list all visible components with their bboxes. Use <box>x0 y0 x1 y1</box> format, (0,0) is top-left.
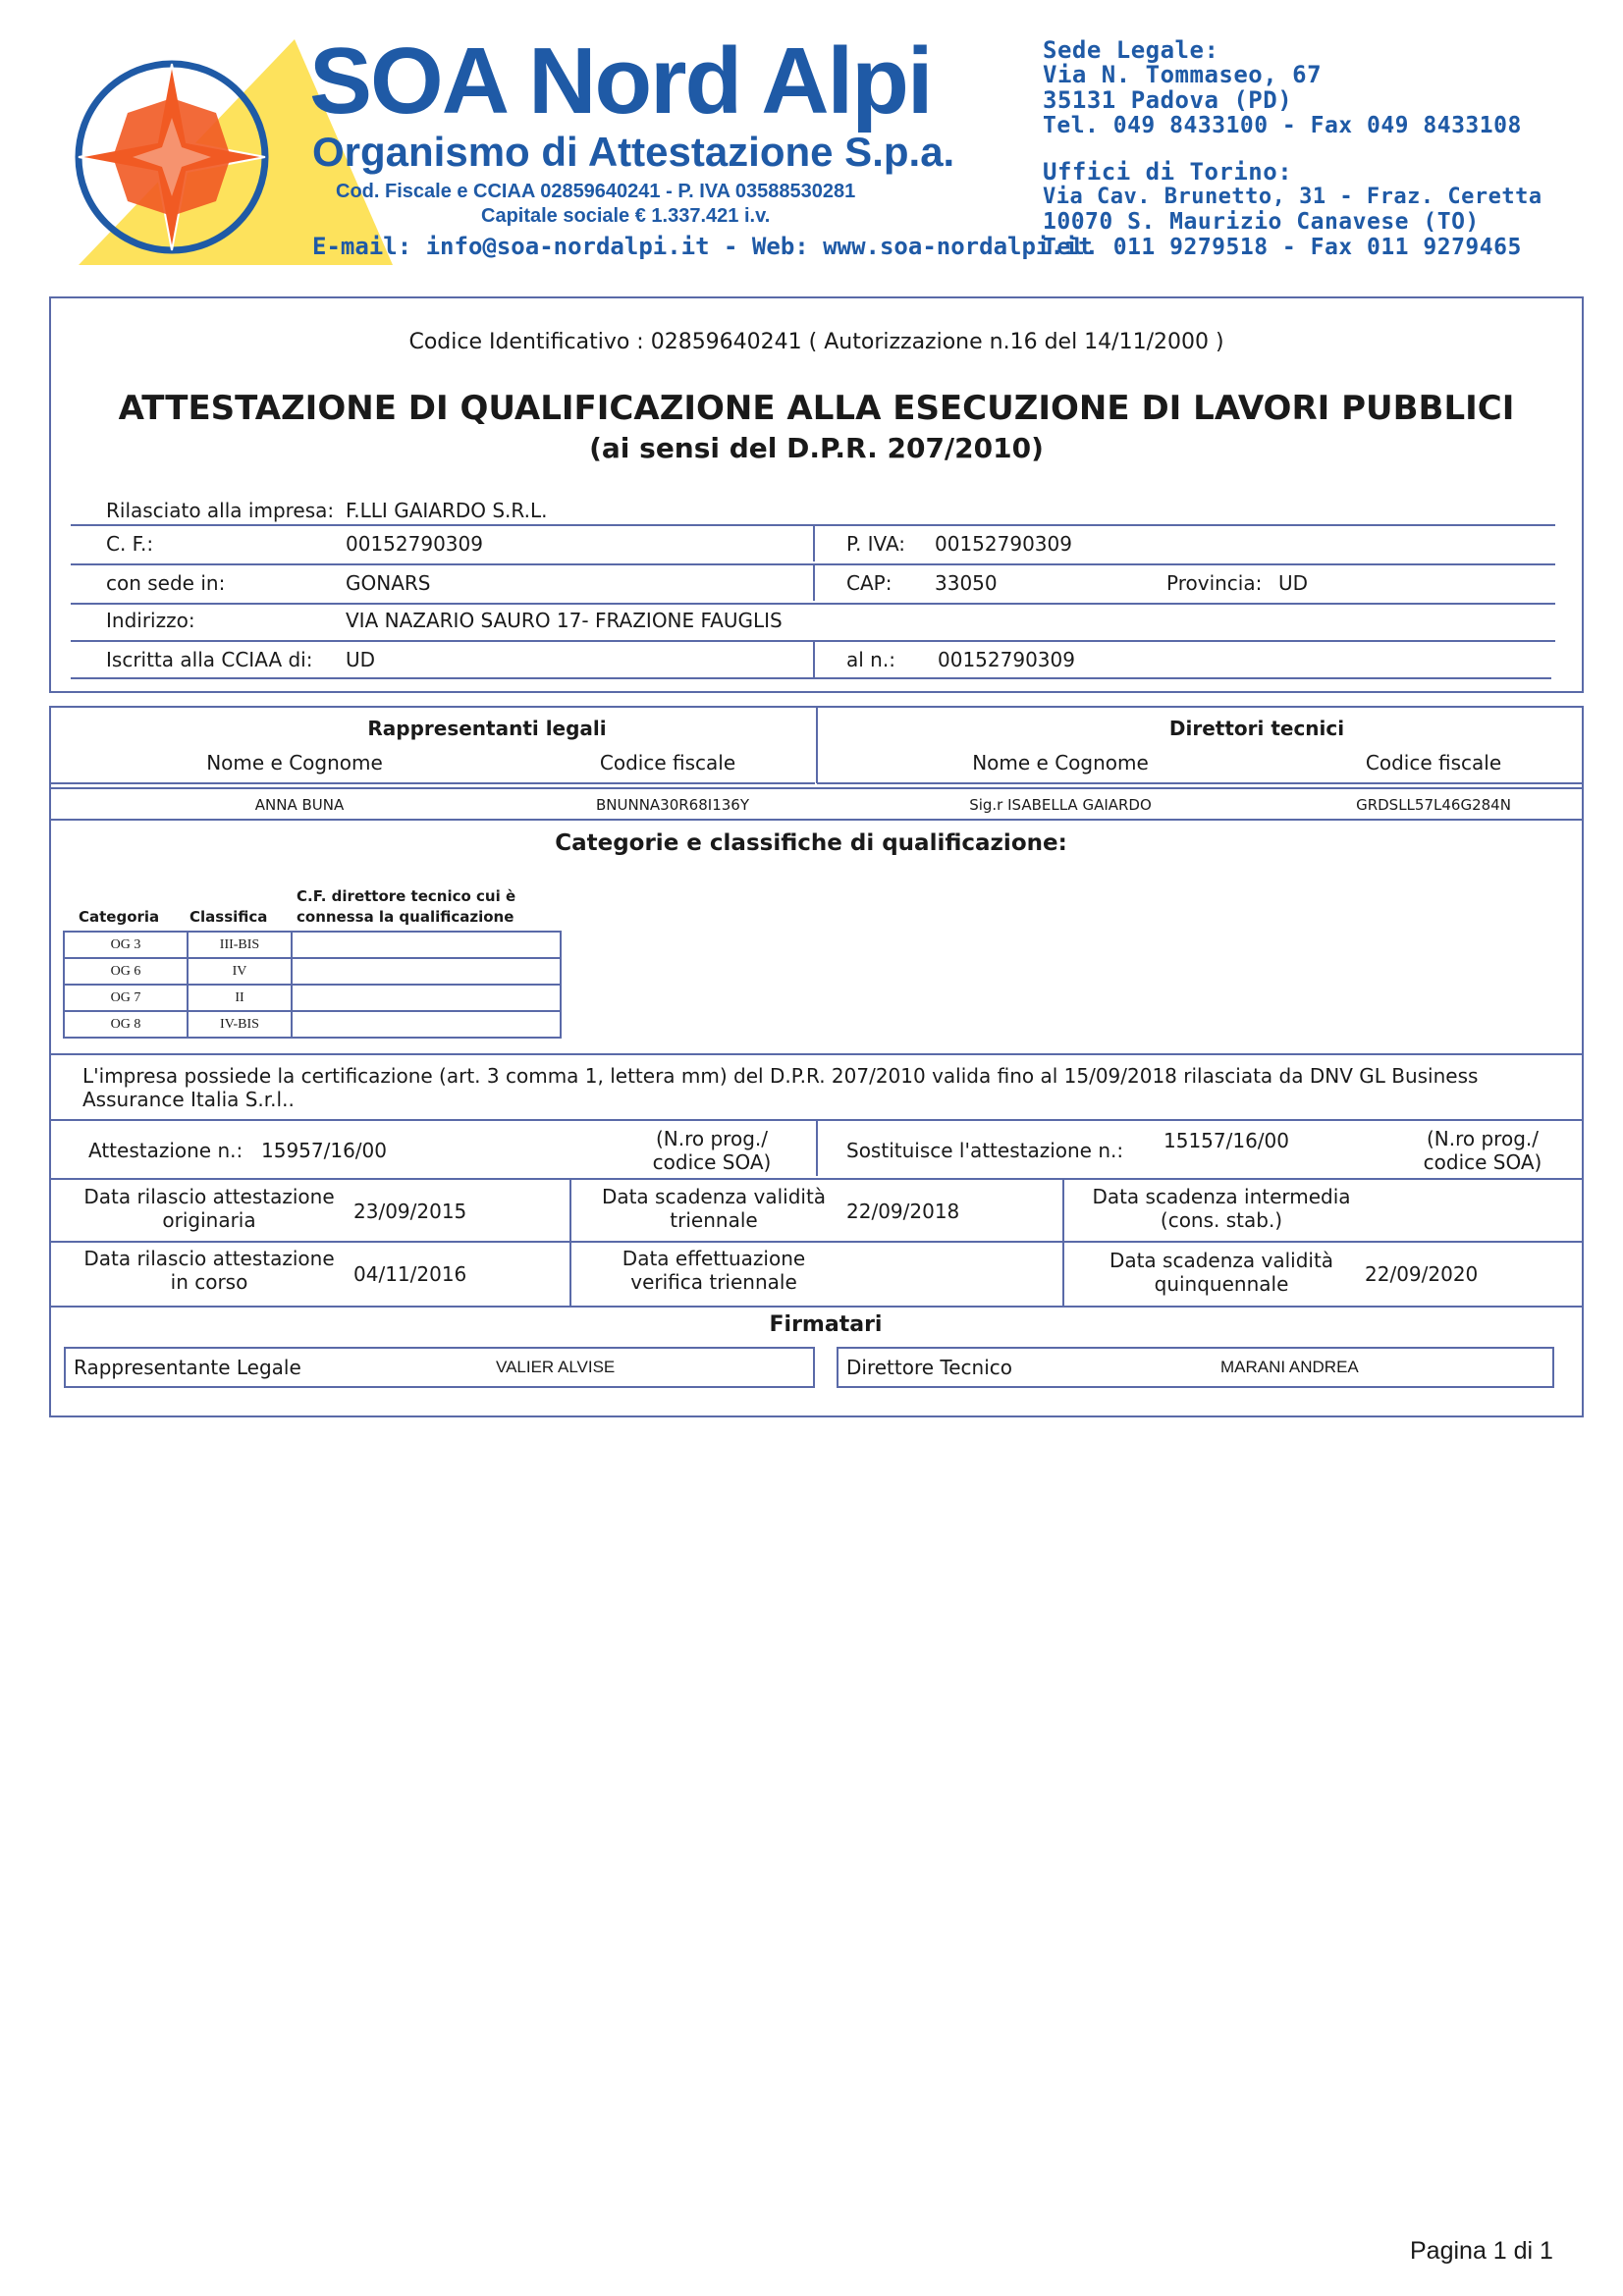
cell-classifica: III-BIS <box>188 932 292 958</box>
cell-cf <box>292 1011 561 1038</box>
sede-label: con sede in: <box>106 571 226 595</box>
provincia-label: Provincia: <box>1166 571 1263 595</box>
ril-orig-label-2: originaria <box>162 1208 256 1232</box>
aln-value: 00152790309 <box>938 648 1075 671</box>
tecnici-title: Direttori tecnici <box>1168 717 1345 740</box>
sede-tel: Tel. 049 8433100 - Fax 049 8433108 <box>1043 113 1522 138</box>
legale-cf: BNUNNA30R68I136Y <box>595 796 749 814</box>
firmatari-title: Firmatari <box>769 1312 883 1337</box>
tecnico-name: Sig.r ISABELLA GAIARDO <box>969 796 1152 814</box>
attestazione-prog-2: codice SOA) <box>652 1150 772 1174</box>
provincia-value: UD <box>1278 571 1309 595</box>
legale-name: ANNA BUNA <box>254 796 345 814</box>
torino-tel: Tel. 011 9279518 - Fax 011 9279465 <box>1043 235 1522 260</box>
cell-classifica: II <box>188 985 292 1011</box>
attestazione-label: Attestazione n.: <box>88 1139 243 1162</box>
aln-label: al n.: <box>846 648 895 671</box>
legali-col-nome: Nome e Cognome <box>206 751 383 774</box>
cat-header-categoria: Categoria <box>79 908 160 926</box>
brand-fiscal: Cod. Fiscale e CCIAA 02859640241 - P. IVA 03588530281 <box>336 181 856 202</box>
sign-legale-label: Rappresentante Legale <box>74 1356 301 1379</box>
cciaa-label: Iscritta alla CCIAA di: <box>106 648 313 671</box>
ril-corso-value: 04/11/2016 <box>353 1262 467 1286</box>
sede-value: GONARS <box>346 571 431 595</box>
cf-label: C. F.: <box>106 532 154 556</box>
legali-col-cf: Codice fiscale <box>599 751 736 774</box>
certification-line-2: Assurance Italia S.r.l.. <box>82 1088 295 1111</box>
legali-title: Rappresentanti legali <box>367 717 607 740</box>
ril-corso-label-1: Data rilascio attestazione <box>83 1247 335 1270</box>
indirizzo-label: Indirizzo: <box>106 609 195 632</box>
page-title: ATTESTAZIONE DI QUALIFICAZIONE ALLA ESECUZIONE DI LAVORI PUBBLICI <box>118 389 1515 428</box>
table-row <box>64 1011 561 1038</box>
brand-contacts: E-mail: info@soa-nordalpi.it - Web: www.soa-nordalpi.it <box>312 233 1093 260</box>
quinq-value: 22/09/2020 <box>1365 1262 1479 1286</box>
ril-corso-label-2: in corso <box>170 1270 248 1294</box>
tecnici-col-cf: Codice fiscale <box>1365 751 1502 774</box>
verifica-label-2: verifica triennale <box>630 1270 797 1294</box>
cell-categoria: OG 8 <box>64 1011 188 1038</box>
piva-label: P. IVA: <box>846 532 906 556</box>
scad-tri-value: 22/09/2018 <box>846 1200 960 1223</box>
table-row <box>64 958 561 985</box>
sede-street: Via N. Tommaseo, 67 <box>1043 61 1323 88</box>
quinq-label-1: Data scadenza validità <box>1109 1249 1334 1272</box>
cat-header-cf-1: C.F. direttore tecnico cui è <box>297 887 516 905</box>
brand-capital: Capitale sociale € 1.337.421 i.v. <box>481 205 771 227</box>
table-row <box>64 932 561 958</box>
verifica-label-1: Data effettuazione <box>622 1247 806 1270</box>
certification-line-1: L'impresa possiede la certificazione (art. 3 comma 1, lettera mm) del D.P.R. 207/2010 valida fino al 15/09/2018 rilasciata da DNV GL Business <box>82 1064 1479 1088</box>
cat-header-cf-2: connessa la qualificazione <box>297 908 514 926</box>
sign-tecnico-value: MARANI ANDREA <box>1220 1358 1359 1376</box>
cell-classifica: IV-BIS <box>188 1011 292 1038</box>
categories-table <box>63 931 562 1039</box>
sede-title: Sede Legale: <box>1043 36 1219 64</box>
torino-street: Via Cav. Brunetto, 31 - Fraz. Ceretta <box>1043 185 1542 209</box>
scad-int-label-1: Data scadenza intermedia <box>1092 1185 1351 1208</box>
code-line: Codice Identificativo : 02859640241 ( Autorizzazione n.16 del 14/11/2000 ) <box>408 330 1224 354</box>
cell-categoria: OG 3 <box>64 932 188 958</box>
sign-legale-value: VALIER ALVISE <box>496 1358 616 1376</box>
ril-orig-label-1: Data rilascio attestazione <box>83 1185 335 1208</box>
attestazione-value: 15957/16/00 <box>261 1139 387 1162</box>
rilasciato-value: F.LLI GAIARDO S.R.L. <box>346 499 548 522</box>
sostituisce-value: 15157/16/00 <box>1163 1129 1289 1152</box>
torino-city: 10070 S. Maurizio Canavese (TO) <box>1043 209 1480 235</box>
ril-orig-value: 23/09/2015 <box>353 1200 467 1223</box>
cat-header-classifica: Classifica <box>189 908 268 926</box>
indirizzo-value: VIA NAZARIO SAURO 17- FRAZIONE FAUGLIS <box>346 609 783 632</box>
brand-name: SOA Nord Alpi <box>309 28 932 133</box>
cell-classifica: IV <box>188 958 292 985</box>
piva-value: 00152790309 <box>935 532 1072 556</box>
attestazione-prog-1: (N.ro prog./ <box>655 1127 768 1150</box>
cell-categoria: OG 7 <box>64 985 188 1011</box>
rilasciato-label: Rilasciato alla impresa: <box>106 499 335 522</box>
tecnici-col-nome: Nome e Cognome <box>972 751 1149 774</box>
table-row <box>64 985 561 1011</box>
cell-cf <box>292 985 561 1011</box>
sostituisce-prog-2: codice SOA) <box>1423 1150 1542 1174</box>
tecnico-cf: GRDSLL57L46G284N <box>1356 796 1511 814</box>
cap-label: CAP: <box>846 571 893 595</box>
page-number: Pagina 1 di 1 <box>1410 2237 1553 2265</box>
sede-city: 35131 Padova (PD) <box>1043 86 1293 114</box>
cf-value: 00152790309 <box>346 532 483 556</box>
scad-tri-label-2: triennale <box>670 1208 758 1232</box>
categories-title: Categorie e classifiche di qualificazione: <box>555 830 1067 856</box>
scad-tri-label-1: Data scadenza validità <box>601 1185 827 1208</box>
page-subtitle: (ai sensi del D.P.R. 207/2010) <box>589 432 1044 464</box>
cell-cf <box>292 932 561 958</box>
cell-categoria: OG 6 <box>64 958 188 985</box>
sostituisce-label: Sostituisce l'attestazione n.: <box>846 1139 1124 1162</box>
quinq-label-2: quinquennale <box>1154 1272 1289 1296</box>
torino-title: Uffici di Torino: <box>1043 158 1293 186</box>
sostituisce-prog-1: (N.ro prog./ <box>1426 1127 1539 1150</box>
brand-subtitle: Organismo di Attestazione S.p.a. <box>312 129 955 175</box>
sign-tecnico-label: Direttore Tecnico <box>846 1356 1012 1379</box>
cap-value: 33050 <box>935 571 998 595</box>
scad-int-label-2: (cons. stab.) <box>1160 1208 1283 1232</box>
cell-cf <box>292 958 561 985</box>
cciaa-value: UD <box>346 648 376 671</box>
logo <box>59 25 1093 270</box>
